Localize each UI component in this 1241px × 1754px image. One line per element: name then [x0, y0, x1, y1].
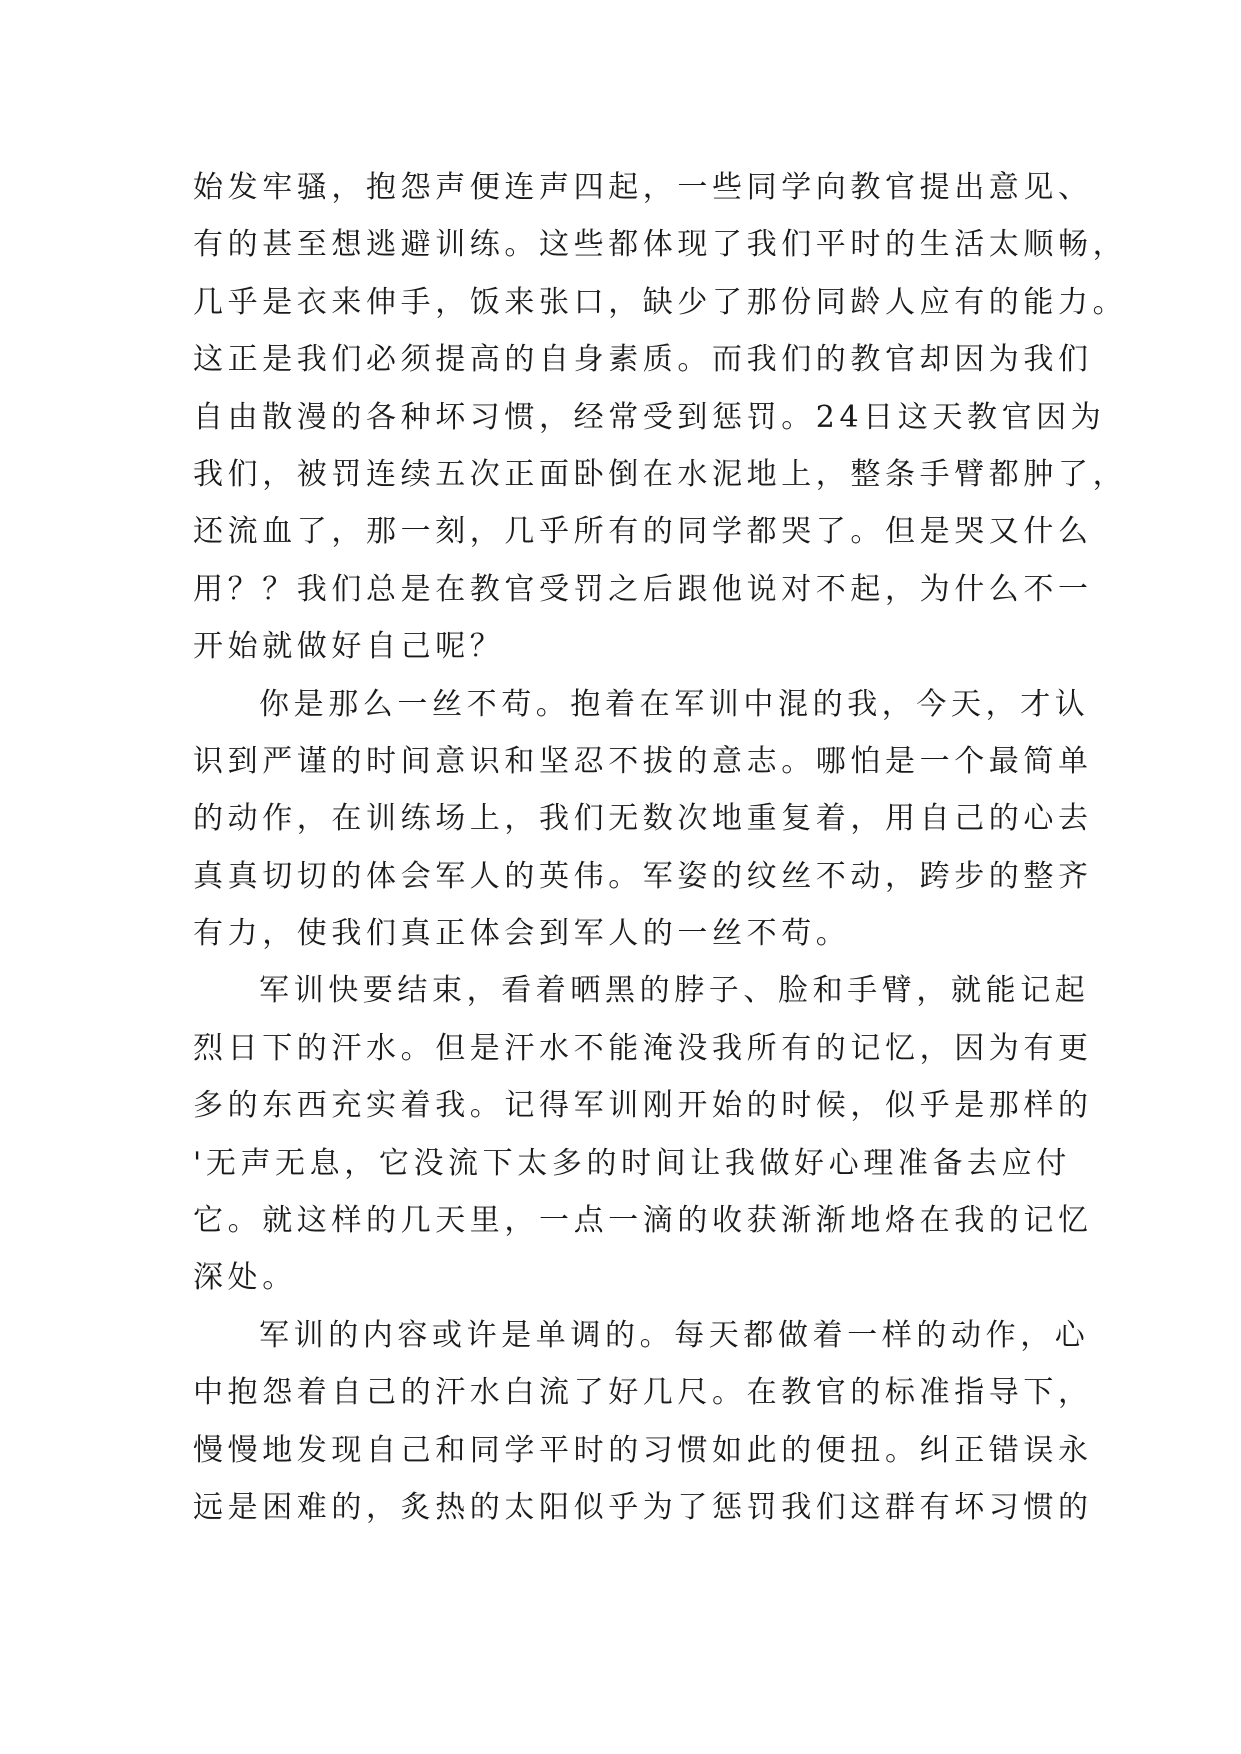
text-line: 开始就做好自己呢？ — [193, 629, 505, 665]
text-line: 识到严谨的时间意识和坚忍不拔的意志。哪怕是一个最简单 — [193, 743, 1093, 779]
text-line: 的动作，在训练场上，我们无数次地重复着，用自己的心去 — [193, 801, 1093, 837]
text-line: 多的东西充实着我。记得军训刚开始的时候，似乎是那样的 — [193, 1088, 1093, 1124]
text-line: 中抱怨着自己的汗水白流了好几尺。在教官的标准指导下， — [193, 1375, 1093, 1411]
text-line: 远是困难的，炙热的太阳似乎为了惩罚我们这群有坏习惯的 — [193, 1489, 1093, 1525]
text-line: 慢慢地发现自己和同学平时的习惯如此的便扭。纠正错误永 — [193, 1432, 1093, 1468]
text-line: 真真切切的体会军人的英伟。军姿的纹丝不动，跨步的整齐 — [193, 858, 1093, 894]
text-line: 还流血了，那一刻，几乎所有的同学都哭了。但是哭又什么 — [193, 514, 1093, 550]
text-line: 用？？我们总是在教官受罚之后跟他说对不起，为什么不一 — [193, 571, 1093, 607]
text-line: 它。就这样的几天里，一点一滴的收获渐渐地烙在我的记忆 — [193, 1203, 1093, 1239]
text-line: 烈日下的汗水。但是汗水不能淹没我所有的记忆，因为有更 — [193, 1030, 1093, 1066]
text-line: 这正是我们必须提高的自身素质。而我们的教官却因为我们 — [193, 342, 1093, 378]
paragraph-start-line: 军训快要结束，看着晒黑的脖子、脸和手臂，就能记起 — [259, 973, 1090, 1009]
text-line: 几乎是衣来伸手，饭来张口，缺少了那份同龄人应有的能力。 — [193, 284, 1128, 320]
text-line: 有力，使我们真正体会到军人的一丝不苟。 — [193, 916, 851, 952]
text-line: 自由散漫的各种坏习惯，经常受到惩罚。24日这天教官因为 — [193, 399, 1106, 435]
paragraph-start-line: 你是那么一丝不苟。抱着在军训中混的我，今天，才认 — [259, 686, 1090, 722]
text-line: 有的甚至想逃避训练。这些都体现了我们平时的生活太顺畅， — [193, 227, 1128, 263]
paragraph-start-line: 军训的内容或许是单调的。每天都做着一样的动作，心 — [259, 1317, 1090, 1353]
text-line: 我们，被罚连续五次正面卧倒在水泥地上，整条手臂都肿了， — [193, 456, 1128, 492]
text-line: 深处。 — [193, 1260, 297, 1296]
text-line: 始发牢骚，抱怨声便连声四起，一些同学向教官提出意见、 — [193, 170, 1093, 205]
body-text — [193, 159, 1128, 1536]
text-line: '无声无息，它没流下太多的时间让我做好心理准备去应付 — [193, 1145, 1071, 1181]
